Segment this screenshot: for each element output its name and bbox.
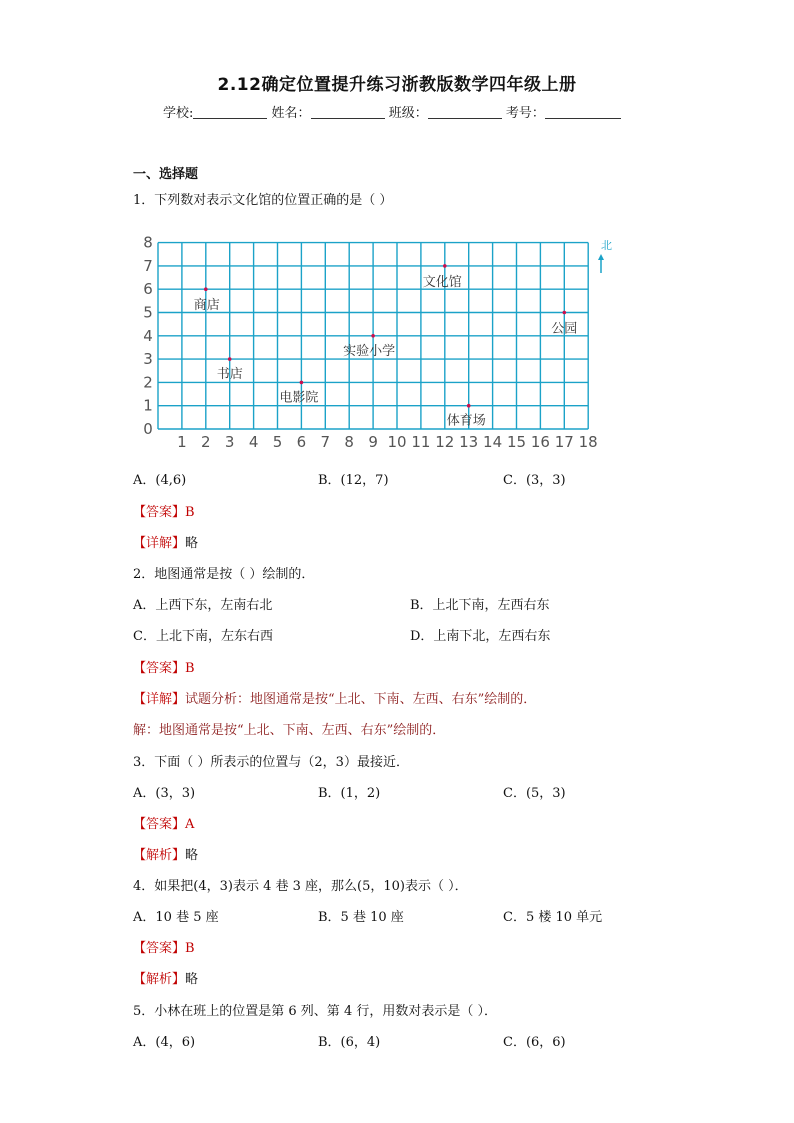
y-tick-label: 2 xyxy=(143,373,153,392)
place-point xyxy=(467,404,471,408)
x-tick-label: 13 xyxy=(459,433,479,451)
y-axis-labels xyxy=(143,234,153,438)
q2-option-a[interactable]: A．上西下东，左南右北 xyxy=(133,598,273,613)
place-point xyxy=(228,357,232,361)
answer-value: B xyxy=(185,661,195,676)
q2-option-b[interactable]: B．上北下南，左西右东 xyxy=(410,598,550,613)
school-label: 学校: xyxy=(163,106,194,121)
q1-detail xyxy=(133,536,198,552)
name-label: 姓名： xyxy=(271,106,311,121)
q2-stem: 2．地图通常是按（ ）绘制的． xyxy=(133,567,315,582)
y-tick-label: 5 xyxy=(143,303,153,322)
place-point xyxy=(563,311,567,315)
place-point xyxy=(371,334,375,338)
y-tick-label: 8 xyxy=(143,233,153,252)
answer-label: 【答案】 xyxy=(133,817,186,832)
detail-label: 【解析】 xyxy=(133,972,186,987)
x-tick-label: 16 xyxy=(530,433,550,451)
north-label: 北 xyxy=(601,239,612,252)
q5-option-a[interactable]: A．(4，6) xyxy=(133,1035,196,1050)
q2-answer xyxy=(133,661,195,677)
answer-label: 【答案】 xyxy=(133,941,186,956)
q3-detail xyxy=(133,848,198,864)
place-label: 实验小学 xyxy=(343,343,396,359)
y-tick-label: 0 xyxy=(143,420,153,438)
x-tick-label: 14 xyxy=(483,433,503,451)
x-tick-label: 7 xyxy=(320,433,331,451)
student-info-line xyxy=(163,102,621,121)
x-tick-label: 6 xyxy=(296,433,307,451)
y-tick-label: 6 xyxy=(143,280,153,299)
detail-label: 【解析】 xyxy=(133,848,186,863)
y-tick-label: 7 xyxy=(143,256,153,275)
detail-label: 【详解】 xyxy=(133,692,186,707)
answer-label: 【答案】 xyxy=(133,505,186,520)
place-label: 商店 xyxy=(193,298,220,314)
answer-label: 【答案】 xyxy=(133,661,186,676)
x-tick-label: 11 xyxy=(411,433,431,451)
detail-text: 试题分析：地图通常是按“上北、下南、左西、右东”绘制的． xyxy=(185,692,537,707)
q4-stem: 4．如果把(4，3)表示 4 巷 3 座，那么(5，10)表示（ ）． xyxy=(133,879,468,894)
x-tick-label: 12 xyxy=(435,433,455,451)
x-axis-labels xyxy=(177,433,598,451)
x-tick-label: 18 xyxy=(578,433,598,451)
x-tick-label: 10 xyxy=(387,433,407,451)
north-indicator xyxy=(598,239,612,273)
place-point xyxy=(204,287,208,291)
x-tick-label: 17 xyxy=(554,433,574,451)
place-label: 电影院 xyxy=(279,390,319,406)
detail-text: 略 xyxy=(185,972,199,987)
x-tick-label: 2 xyxy=(201,433,211,451)
place-point xyxy=(300,381,304,385)
q5-option-b[interactable]: B．(6，4) xyxy=(318,1035,381,1050)
q3-option-c[interactable]: C．(5，3) xyxy=(503,786,566,801)
q3-option-b[interactable]: B．(1，2) xyxy=(318,786,381,801)
detail-label: 【详解】 xyxy=(133,536,186,551)
place-label: 公园 xyxy=(551,321,578,337)
q1-option-c[interactable]: C．(3，3) xyxy=(503,473,566,488)
x-tick-label: 15 xyxy=(506,433,527,451)
exam-no-label: 考号： xyxy=(505,106,545,121)
q4-answer xyxy=(133,941,195,957)
y-tick-label: 3 xyxy=(143,350,153,369)
q1-answer xyxy=(133,505,195,521)
y-tick-label: 1 xyxy=(143,396,153,415)
place-label: 体育场 xyxy=(446,413,486,429)
q2-solution: 解：地图通常是按“上北、下南、左西、右东”绘制的． xyxy=(133,723,446,738)
q4-option-a[interactable]: A．10 巷 5 座 xyxy=(133,910,219,925)
page-title: 2.12确定位置提升练习浙教版数学四年级上册 xyxy=(217,75,577,95)
answer-value: A xyxy=(185,817,195,832)
x-tick-label: 8 xyxy=(344,433,354,451)
answer-value: B xyxy=(185,941,195,956)
q2-option-c[interactable]: C．上北下南，左东右西 xyxy=(133,629,273,644)
answer-value: B xyxy=(185,505,195,520)
place-label: 书店 xyxy=(216,367,243,383)
section-heading: 一、选择题 xyxy=(133,167,199,182)
q3-stem: 3．下面（ ）所表示的位置与（2，3）最接近． xyxy=(133,755,409,770)
detail-text: 略 xyxy=(185,536,199,551)
x-tick-label: 5 xyxy=(272,433,283,451)
q4-detail xyxy=(133,972,198,988)
q2-option-d[interactable]: D．上南下北，左西右东 xyxy=(410,629,551,644)
name-blank[interactable] xyxy=(311,104,385,119)
q3-option-a[interactable]: A．(3，3) xyxy=(133,786,196,801)
class-blank[interactable] xyxy=(428,104,502,119)
x-tick-label: 4 xyxy=(248,433,259,451)
q2-detail xyxy=(133,692,536,708)
q4-option-b[interactable]: B．5 巷 10 座 xyxy=(318,910,404,925)
x-tick-label: 3 xyxy=(224,433,235,451)
place-point xyxy=(443,264,447,268)
q5-option-c[interactable]: C．(6，6) xyxy=(503,1035,566,1050)
coordinate-grid-map xyxy=(140,232,630,452)
x-tick-label: 9 xyxy=(368,433,378,451)
north-arrowhead-icon xyxy=(598,254,604,260)
x-tick-label: 1 xyxy=(177,433,187,451)
q4-option-c[interactable]: C．5 楼 10 单元 xyxy=(503,910,603,925)
place-label: 文化馆 xyxy=(422,274,462,290)
class-label: 班级： xyxy=(388,106,428,121)
exam-no-blank[interactable] xyxy=(545,104,621,119)
q5-stem: 5．小林在班上的位置是第 6 列、第 4 行，用数对表示是（ ）． xyxy=(133,1004,497,1019)
y-tick-label: 4 xyxy=(143,326,153,345)
q1-option-a[interactable]: A．(4,6) xyxy=(133,473,187,488)
q1-stem: 1．下列数对表示文化馆的位置正确的是（ ） xyxy=(133,193,393,208)
school-blank[interactable] xyxy=(193,104,267,119)
detail-text: 略 xyxy=(185,848,199,863)
q1-option-b[interactable]: B．(12，7) xyxy=(318,473,389,488)
q3-answer xyxy=(133,817,194,833)
